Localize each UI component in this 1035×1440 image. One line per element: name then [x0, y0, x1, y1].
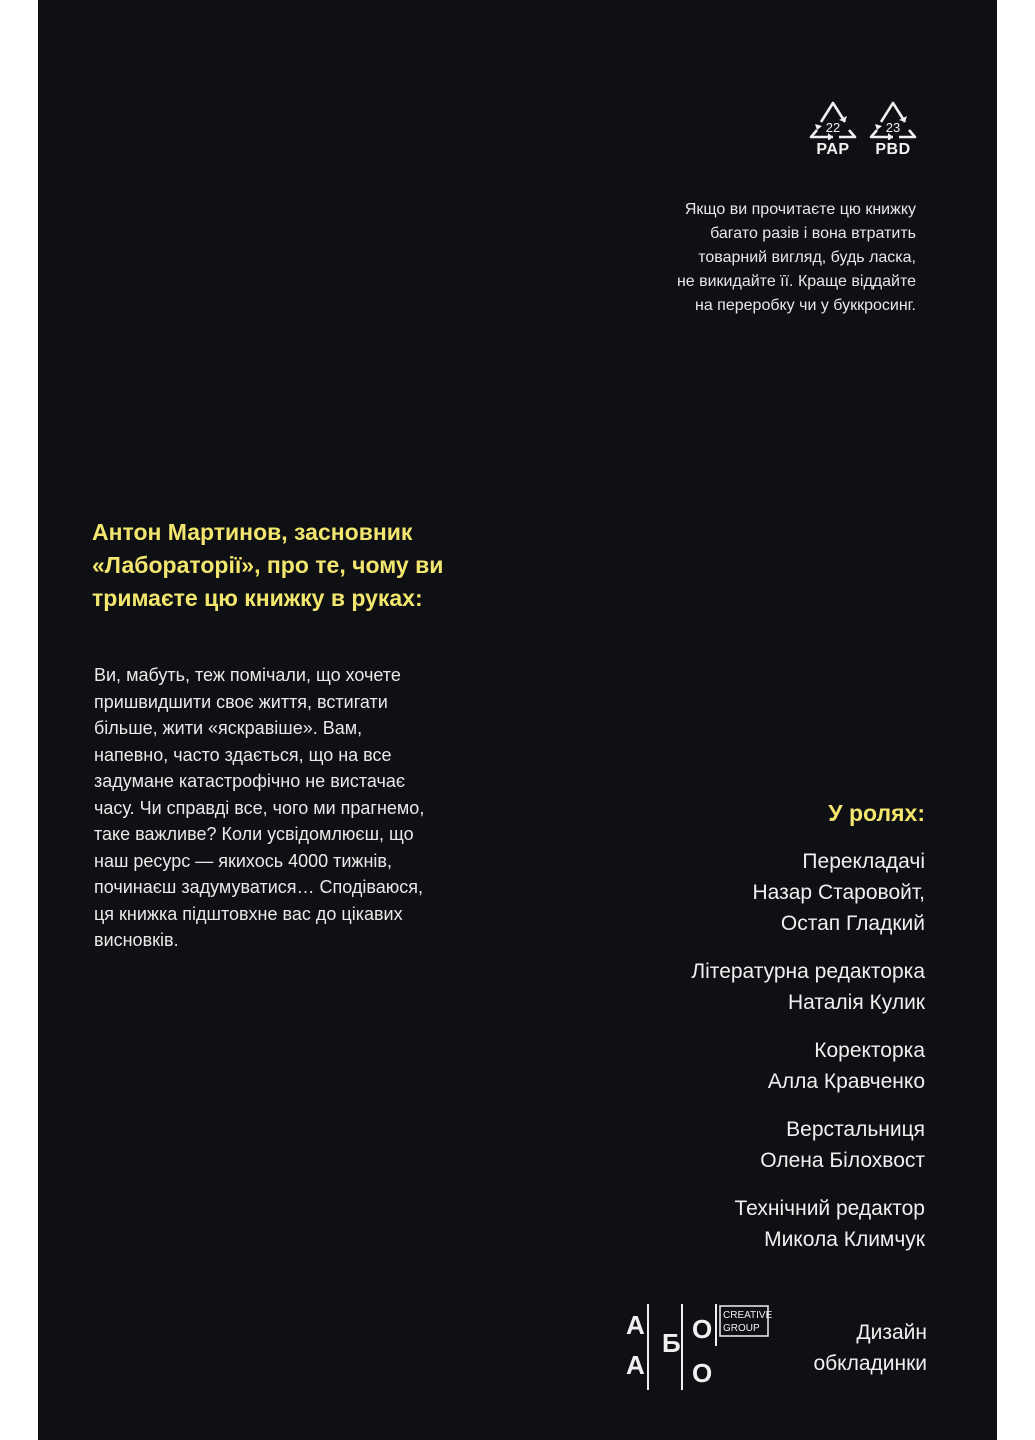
- recycling-note-line: Якщо ви прочитаєте цю книжку: [684, 201, 916, 218]
- credit-literary-editor: [505, 956, 925, 1018]
- blurb-line: задумане катастрофічно не вистачає: [94, 771, 406, 791]
- recycling-icons: [808, 100, 918, 159]
- blurb-line: починаєш задумуватися… Сподіваюся,: [94, 877, 424, 897]
- credit-role: Літературна редакторка: [691, 960, 925, 983]
- credit-layout: [505, 1114, 925, 1176]
- recycle-triangle-icon: [869, 100, 917, 140]
- blurb-line: Ви, мабуть, теж помічали, що хочете: [94, 665, 401, 685]
- intro-line: Антон Мартинов, засновник: [92, 519, 413, 545]
- svg-text:GROUP: GROUP: [723, 1323, 760, 1334]
- credit-technical-editor: [505, 1193, 925, 1255]
- blurb-line: таке важливе? Коли усвідомлюєш, що: [94, 824, 414, 844]
- credit-name: Остап Гладкий: [780, 912, 925, 935]
- recycling-note: [598, 198, 916, 318]
- credit-proofreader: [505, 1035, 925, 1097]
- credits-list: [505, 846, 925, 1272]
- credit-name: Наталія Кулик: [787, 991, 925, 1014]
- svg-text:CREATIVE: CREATIVE: [723, 1310, 773, 1321]
- credit-role: Коректорка: [814, 1039, 925, 1062]
- studio-logo: [624, 1302, 774, 1392]
- blurb-paragraph: [94, 662, 514, 954]
- recycle-mark-pap: [808, 100, 858, 159]
- recycle-number: 23: [885, 120, 901, 135]
- credit-role: Верстальниця: [786, 1118, 925, 1141]
- recycling-note-line: багато разів і вона втратить: [710, 225, 916, 242]
- blurb-line: пришвидшити своє життя, встигати: [94, 691, 388, 712]
- svg-text:А: А: [626, 1350, 645, 1380]
- credit-translators: [505, 846, 925, 939]
- credit-role: Перекладачі: [802, 850, 925, 873]
- recycle-code: PAP: [816, 141, 850, 158]
- svg-text:О: О: [692, 1314, 713, 1344]
- design-line: Дизайн: [856, 1321, 927, 1344]
- credit-name: Микола Климчук: [764, 1228, 925, 1251]
- recycle-number: 22: [825, 120, 841, 135]
- svg-text:Б: Б: [662, 1328, 681, 1358]
- intro-heading: [92, 516, 512, 615]
- recycling-note-line: товарний вигляд, будь ласка,: [698, 249, 916, 266]
- intro-line: «Лабораторії», про те, чому ви: [92, 552, 444, 578]
- credits-title: У ролях:: [828, 800, 925, 826]
- intro-line: тримаєте цю книжку в руках:: [92, 585, 423, 611]
- blurb-line: напевно, часто здається, що на все: [94, 744, 392, 765]
- cover-design-credit: [813, 1317, 927, 1379]
- credit-name: Алла Кравченко: [767, 1070, 925, 1093]
- recycle-code: PBD: [875, 141, 911, 158]
- credit-role: Технічний редактор: [734, 1197, 925, 1220]
- recycling-note-line: не викидайте її. Краще віддайте: [676, 273, 916, 290]
- back-cover: [38, 0, 997, 1440]
- recycling-note-line: на переробку чи у буккросинг.: [695, 297, 916, 314]
- svg-text:О: О: [692, 1358, 713, 1388]
- blurb-line: висновків.: [94, 930, 179, 950]
- blurb-line: більше, жити «яскравіше». Вам,: [94, 718, 363, 738]
- credit-name: Назар Старовойт,: [752, 881, 925, 904]
- design-line: обкладинки: [813, 1352, 927, 1375]
- recycle-mark-pbd: [868, 100, 918, 159]
- blurb-line: наш ресурс — якихось 4000 тижнів,: [94, 850, 392, 871]
- credit-name: Олена Білохвост: [760, 1149, 925, 1172]
- recycle-triangle-icon: [809, 100, 857, 140]
- studio-logo-mark: [624, 1302, 774, 1392]
- blurb-line: ця книжка підштовхне вас до цікавих: [94, 903, 403, 924]
- blurb-line: часу. Чи справді все, чого ми прагнемо,: [94, 797, 425, 818]
- svg-text:А: А: [626, 1310, 645, 1340]
